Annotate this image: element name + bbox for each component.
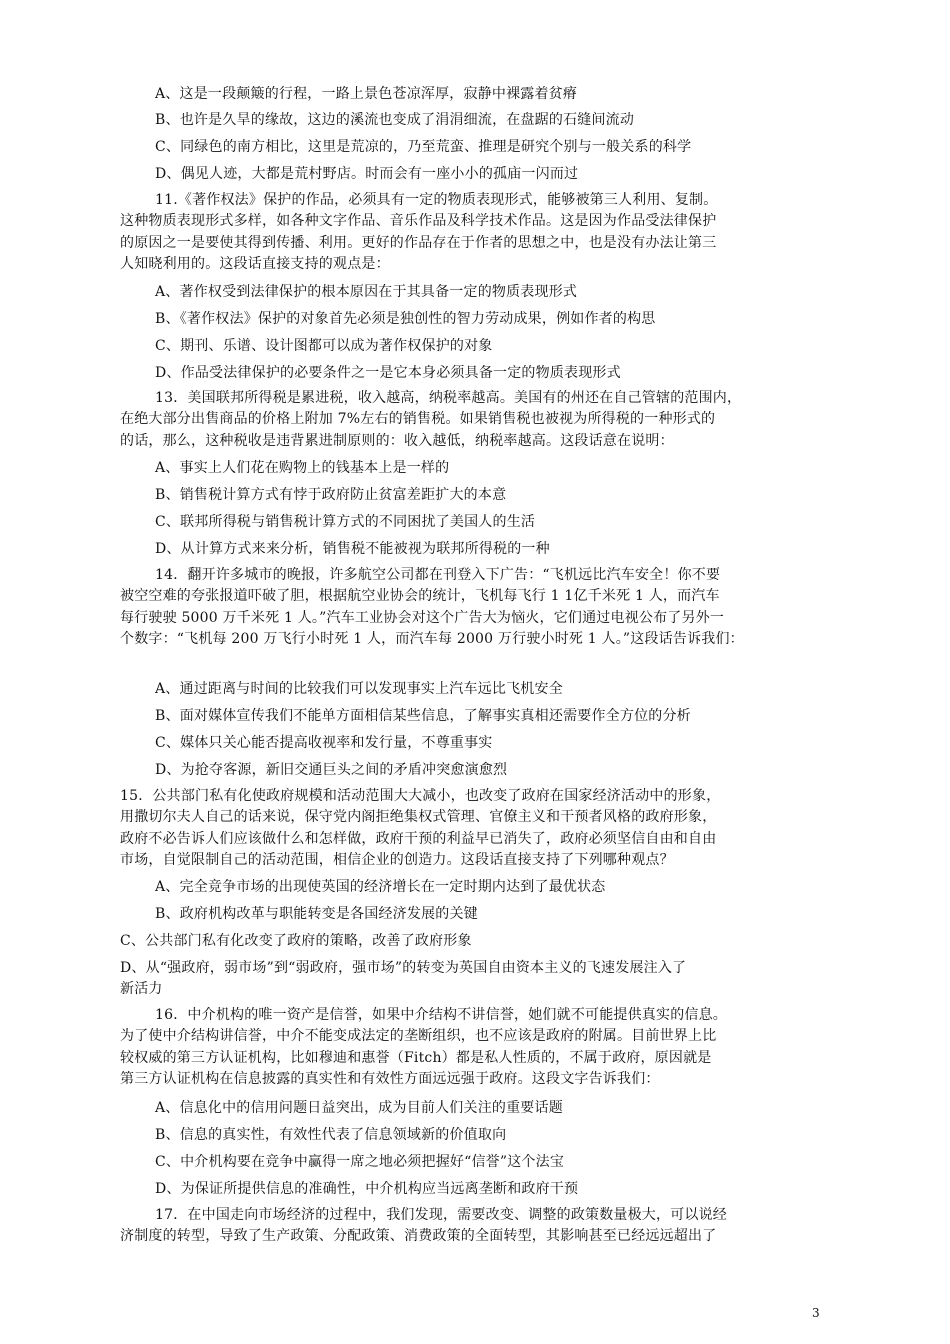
question-text-line: 的话，那么，这种税收是违背累进制原则的：收入越低，纳税率越高。这段话意在说明： <box>120 433 674 449</box>
question-text-line: 政府不必告诉人们应该做什么和怎样做，政府干预的利益早已消失了，政府必须坚信自由和自由 <box>120 831 717 847</box>
option-line: B、《著作权法》保护的对象首先必须是独创性的智力劳动成果，例如作者的构思 <box>155 311 656 327</box>
option-line: A、这是一段颠簸的行程，一路上景色苍凉浑厚，寂静中裸露着贫瘠 <box>155 86 578 102</box>
question-text-line: 的原因之一是要使其得到传播、利用。更好的作品存在于作者的思想之中，也是没有办法让第三 <box>120 235 717 251</box>
option-line: A、通过距离与时间的比较我们可以发现事实上汽车远比飞机安全 <box>155 681 563 697</box>
option-line: A、事实上人们花在购物上的钱基本上是一样的 <box>155 460 450 476</box>
question-17-stem: 17．在中国走向市场经济的过程中，我们发现，需要改变、调整的政策数量极大，可以说经 <box>155 1207 728 1223</box>
option-line: B、政府机构改革与职能转变是各国经济发展的关键 <box>155 906 478 922</box>
question-text-line: 这种物质表现形式多样，如各种文字作品、音乐作品及科学技术作品。这是因为作品受法律保护 <box>120 213 717 229</box>
question-15-stem: 15．公共部门私有化使政府规模和活动范围大大减小，也改变了政府在国家经济活动中的形象， <box>120 788 721 804</box>
question-text-line: 被空空难的夸张报道吓破了胆，根据航空业协会的统计，飞机每飞行 1 1亿千米死 1 人，而汽车 <box>120 588 720 604</box>
option-line: A、完全竞争市场的出现使英国的经济增长在一定时期内达到了最优状态 <box>155 879 606 895</box>
option-line: D、偶见人迹，大都是荒村野店。时而会有一座小小的孤庙一闪而过 <box>155 166 579 182</box>
option-line: C、期刊、乐谱、设计图都可以成为著作权保护的对象 <box>155 338 493 354</box>
option-line: C、联邦所得税与销售税计算方式的不同困扰了美国人的生活 <box>155 514 536 530</box>
question-text-line: 市场，自觉限制自己的活动范围，相信企业的创造力。这段话直接支持了下列哪种观点？ <box>120 852 674 868</box>
option-line: D、从“强政府，弱市场”到“弱政府，强市场”的转变为英国自由资本主义的飞速发展注入了 <box>120 960 687 976</box>
question-13-stem: 13．美国联邦所得税是累进税，收入越高，纳税率越高。美国有的州还在自己管辖的范围内， <box>155 390 742 406</box>
question-text-line: 人知晓利用的。这段话直接支持的观点是： <box>120 256 390 272</box>
option-line: C、媒体只关心能否提高收视率和发行量，不尊重事实 <box>155 735 493 751</box>
option-line: D、为保证所提供信息的准确性，中介机构应当远离垄断和政府干预 <box>155 1181 579 1197</box>
option-line: B、信息的真实性，有效性代表了信息领域新的价值取向 <box>155 1127 507 1143</box>
option-line: D、作品受法律保护的必要条件之一是它本身必须具备一定的物质表现形式 <box>155 365 621 381</box>
question-text-line: 较权威的第三方认证机构，比如穆迪和惠誉（Fitch）都是私人性质的，不属于政府，原因就是 <box>120 1050 712 1066</box>
option-line: A、信息化中的信用问题日益突出，成为目前人们关注的重要话题 <box>155 1100 563 1116</box>
question-text-line: 济制度的转型，导致了生产政策、分配政策、消费政策的全面转型，其影响甚至已经远远超出了 <box>120 1228 717 1244</box>
option-line: D、为抢夺客源，新旧交通巨头之间的矛盾冲突愈演愈烈 <box>155 762 508 778</box>
page-number: 3 <box>812 1306 820 1320</box>
option-line: B、销售税计算方式有悖于政府防止贫富差距扩大的本意 <box>155 487 507 503</box>
question-text-line: 每行驶驶 5000 万千米死 1 人。”汽车工业协会对这个广告大为恼火，它们通过电视公布了另外一 <box>120 610 725 626</box>
option-line: A、著作权受到法律保护的根本原因在于其具备一定的物质表现形式 <box>155 284 578 300</box>
question-14-stem: 14．翻开许多城市的晚报，许多航空公司都在刊登入下广告：“飞机远比汽车安全！你不要 <box>155 567 721 583</box>
question-text-line: 用撒切尔夫人自己的话来说，保守党内阁拒绝集权式管理、官僚主义和干预者风格的政府形象， <box>120 809 717 825</box>
option-line: D、从计算方式来来分析，销售税不能被视为联邦所得税的一种 <box>155 541 550 557</box>
option-line-continued: 新活力 <box>120 981 163 997</box>
option-line: C、公共部门私有化改变了政府的策略，改善了政府形象 <box>120 933 472 949</box>
question-text-line: 第三方认证机构在信息披露的真实性和有效性方面远远强于政府。这段文字告诉我们： <box>120 1071 660 1087</box>
option-line: B、面对媒体宣传我们不能单方面相信某些信息，了解事实真相还需要作全方位的分析 <box>155 708 691 724</box>
question-11-stem: 11.《著作权法》保护的作品，必须具有一定的物质表现形式，能够被第三人利用、复制。 <box>155 192 718 208</box>
question-text-line: 在绝大部分出售商品的价格上附加 7%左右的销售税。如果销售税也被视为所得税的一种形式的 <box>120 411 716 427</box>
option-line: C、中介机构要在竞争中赢得一席之地必须把握好“信誉”这个法宝 <box>155 1154 565 1170</box>
option-line: B、也许是久旱的缘故，这边的溪流也变成了涓涓细流，在盘踞的石缝间流动 <box>155 112 635 128</box>
question-16-stem: 16．中介机构的唯一资产是信誉，如果中介结构不讲信誉，她们就不可能提供真实的信息。 <box>155 1007 728 1023</box>
question-text-line: 为了使中介结构讲信誉，中介不能变成法定的垄断组织，也不应该是政府的附属。目前世界上比 <box>120 1028 717 1044</box>
option-line: C、同绿色的南方相比，这里是荒凉的，乃至荒蛮、推理是研究个别与一般关系的科学 <box>155 139 692 155</box>
question-text-line: 个数字：“飞机每 200 万飞行小时死 1 人，而汽车每 2000 万行驶小时死 1 人。”这段话告诉我们： <box>120 631 744 647</box>
